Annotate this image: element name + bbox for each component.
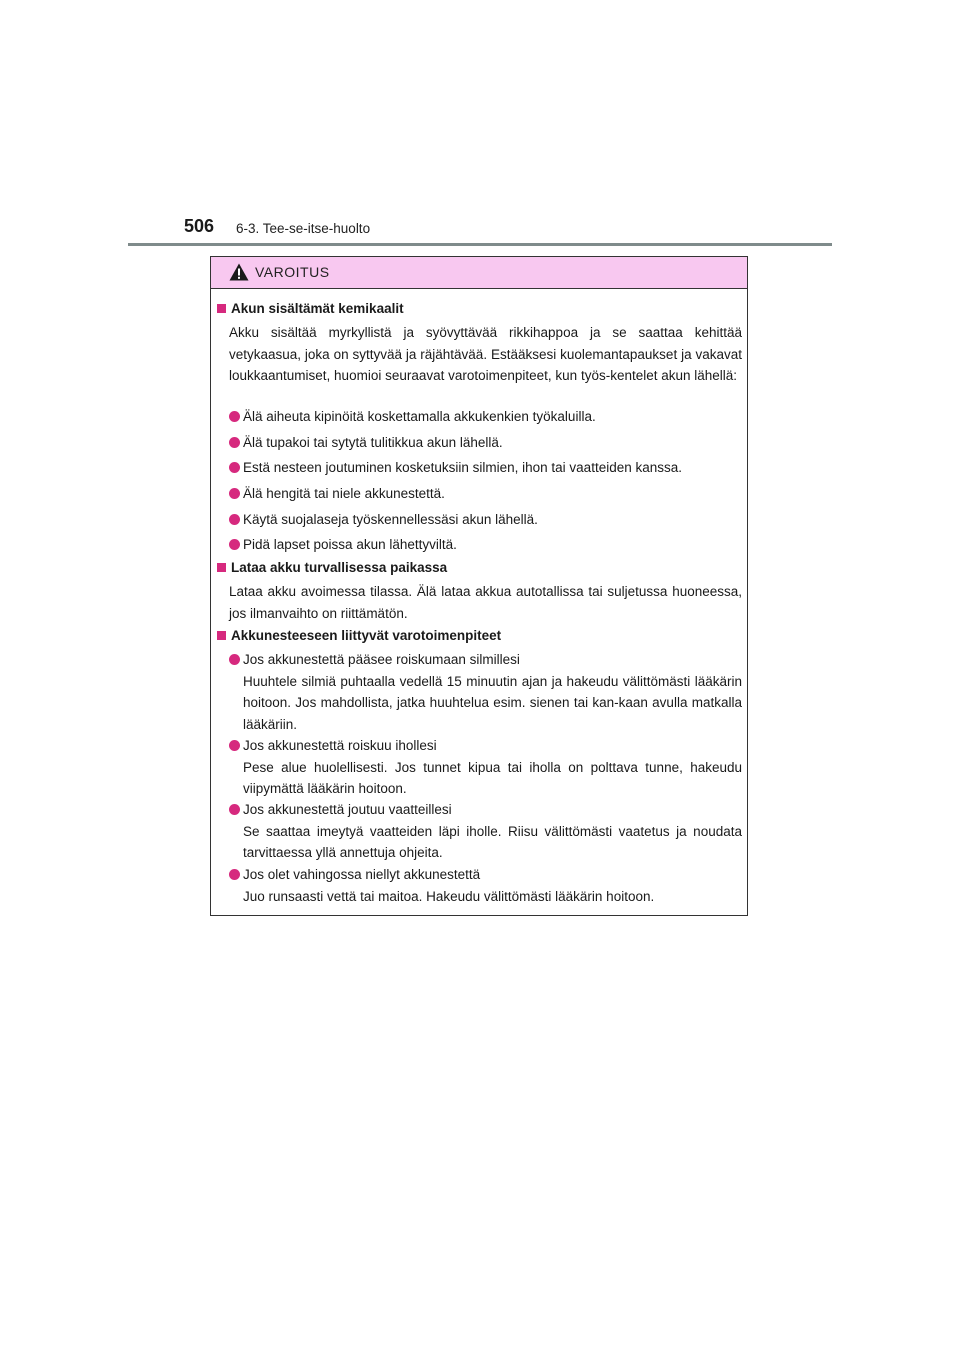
section-heading: Akun sisältämät kemikaalit xyxy=(217,301,404,316)
list-item: Jos akkunestettä joutuu vaatteillesi Se saattaa imeytyä vaatteiden läpi iholle. Riisu välittömästi vaatetus ja noudata tarvittaessa yllä annettuja ohjeita. xyxy=(229,799,742,864)
square-bullet-icon xyxy=(217,563,226,572)
warning-header xyxy=(211,257,747,289)
list-item: Älä hengitä tai niele akkunestettä. xyxy=(229,483,742,505)
section-text: Akku sisältää myrkyllistä ja syövyttävää rikkihappoa ja se saattaa kehittää vetykaasua, joka on syttyvää ja räjähtävää. Estääksesi kuolemantapaukset ja vakavat loukkaantumiset, huomioi seuraavat varotoimenpiteet, kun työs-kentelet akun lähellä: xyxy=(229,325,742,383)
bullet-dot-icon xyxy=(229,654,240,665)
square-bullet-icon xyxy=(217,631,226,640)
list-item: Älä aiheuta kipinöitä koskettamalla akkukenkien työkaluilla. xyxy=(229,406,742,428)
square-bullet-icon xyxy=(217,304,226,313)
header-rule xyxy=(128,243,832,246)
list-item: Käytä suojalaseja työskennellessäsi akun lähellä. xyxy=(229,509,742,531)
list-item: Jos olet vahingossa niellyt akkunestettä Juo runsaasti vettä tai maitoa. Hakeudu välittömästi lääkärin hoitoon. xyxy=(229,864,742,907)
bullet-dot-icon xyxy=(229,804,240,815)
section-text: Lataa akku avoimessa tilassa. Älä lataa akkua autotallissa tai suljetussa huoneessa, jos ilmanvaihto on riittämätön. xyxy=(229,584,742,621)
bullet-dot-icon xyxy=(229,539,240,550)
list-item: Älä tupakoi tai sytytä tulitikkua akun lähellä. xyxy=(229,432,742,454)
bullet-dot-icon xyxy=(229,514,240,525)
bullet-dot-icon xyxy=(229,462,240,473)
section-heading: Akkunesteeseen liittyvät varotoimenpiteet xyxy=(217,628,501,643)
bullet-dot-icon xyxy=(229,488,240,499)
bullet-dot-icon xyxy=(229,869,240,880)
bullet-dot-icon xyxy=(229,437,240,448)
warning-triangle-icon xyxy=(229,263,249,281)
section-heading: Lataa akku turvallisessa paikassa xyxy=(217,560,447,575)
section-title: 6-3. Tee-se-itse-huolto xyxy=(236,221,371,236)
list-item: Pidä lapset poissa akun lähettyviltä. xyxy=(229,534,742,556)
list-item: Jos akkunestettä roiskuu ihollesi Pese alue huolellisesti. Jos tunnet kipua tai iholla on polttava tunne, hakeudu viipymättä lääkärin hoitoon. xyxy=(229,735,742,800)
warning-title: VAROITUS xyxy=(255,264,330,280)
bullet-dot-icon xyxy=(229,740,240,751)
list-item: Jos akkunestettä pääsee roiskumaan silmillesi Huuhtele silmiä puhtaalla vedellä 15 minuutin ajan ja hakeudu välittömästi lääkärin hoitoon. Jos mahdollista, jatka huuhtelua esim. sienen tai kan-kaan avulla matkalla lääkäriin. xyxy=(229,649,742,735)
warning-box xyxy=(210,256,748,916)
page-number: 506 xyxy=(184,216,215,236)
bullet-dot-icon xyxy=(229,411,240,422)
list-item: Estä nesteen joutuminen kosketuksiin silmien, ihon tai vaatteiden kanssa. xyxy=(229,457,742,479)
